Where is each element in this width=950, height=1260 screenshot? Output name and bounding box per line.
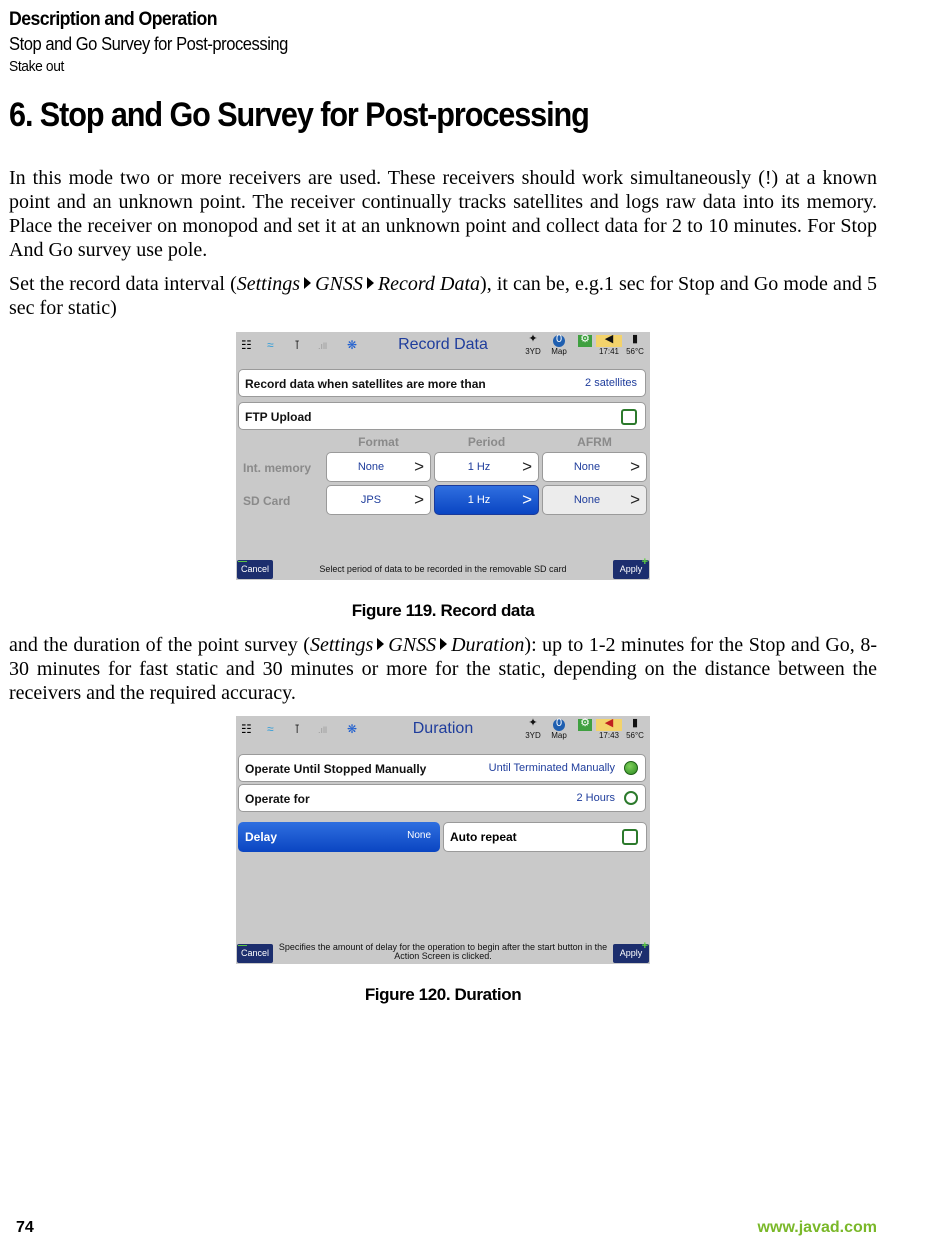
ftp-upload-row[interactable]: FTP Upload [238,402,646,430]
running-header-chapter: Stop and Go Survey for Post-processing [9,34,288,54]
row-label-int-memory: Int. memory [243,461,312,475]
satellite-threshold-value: 2 satellites [585,377,637,389]
path-arrow-icon [377,638,384,650]
signal-bars-icon: .ıll [318,341,327,351]
time-status: ◀ 17:41 [596,335,622,356]
temp-status: ▮ 56°C [622,719,648,740]
cancel-button[interactable]: — Cancel [237,944,273,963]
path-record-data: Record Data [377,273,481,295]
speaker-icon: ◀ [596,335,622,347]
path-settings: Settings [236,273,301,295]
para3-after: ): up to 1-2 minutes for the Stop and Go, 8-30 minutes for fast static and 30 minutes or more for the static, depending on the distance between the receivers and the required accuracy. [9,634,877,704]
column-period: Period [467,435,506,449]
battery-icon: ▮ [631,717,639,729]
path-gnss: GNSS [388,634,437,656]
temp-status: ▮ 56°C [622,335,648,356]
auto-repeat-checkbox[interactable] [622,829,638,845]
chevron-right-icon: > [630,457,640,476]
operate-for-row[interactable]: Operate for 2 Hours [238,784,646,812]
operate-until-stopped-value: Until Terminated Manually [488,762,615,774]
row-label-sd-card: SD Card [243,494,291,508]
delay-button[interactable]: Delay None [238,822,440,852]
settings-status[interactable] [572,719,598,731]
page-title: 6. Stop and Go Survey for Post-processing [9,96,589,134]
map-icon: 0 [553,719,565,731]
int-memory-afrm[interactable]: None > [542,452,647,482]
sd-card-afrm[interactable]: None > [542,485,647,515]
chevron-right-icon: > [522,457,532,476]
path-settings: Settings [309,634,374,656]
intro-paragraph: In this mode two or more receivers are used. These receivers should work simultaneously (!) at a known point and an unknown point. The receiver continually tracks satellites and logs raw data into its memory. Place the receiver on monopod and set it at an unknown point and collect data for 2 to 10 minutes. For Stop And Go survey use pole. [9,167,877,261]
wifi-icon: ≈ [267,722,274,736]
bluetooth-icon: ❋ [347,338,358,352]
map-status[interactable]: 0 Map [551,717,567,740]
page-number: 74 [16,1219,34,1236]
duration-paragraph [9,633,877,705]
int-memory-period[interactable]: 1 Hz > [434,452,539,482]
map-icon: 0 [553,335,565,347]
gear-icon: ⚙ [578,719,592,731]
running-header-subsection: Stake out [9,58,64,75]
map-status[interactable]: 0 Map [551,333,567,356]
operate-for-radio[interactable] [624,791,638,805]
record-data-screen [236,332,650,580]
path-duration: Duration [451,634,525,656]
operate-until-stopped-row[interactable]: Operate Until Stopped Manually Until Terminated Manually [238,754,646,782]
operate-until-stopped-radio[interactable] [624,761,638,775]
screen-title: Record Data [398,336,488,353]
chevron-right-icon: > [414,490,424,509]
antenna-icon: ⊺ [294,722,301,736]
website-link[interactable]: www.javad.com [757,1219,877,1236]
antenna-icon: ⊺ [294,338,301,352]
path-arrow-icon [440,638,447,650]
ftp-upload-checkbox[interactable] [621,409,637,425]
chevron-right-icon: > [522,490,532,509]
network-icon: ☷ [241,338,252,352]
chevron-right-icon: > [414,457,424,476]
hint-text: Specifies the amount of delay for the operation to begin after the start button in the Action Screen is clicked. [278,942,608,961]
signal-bars-icon: .ıll [318,725,327,735]
speaker-muted-icon: ◀ [596,719,622,731]
gear-icon: ⚙ [578,335,592,347]
settings-status[interactable] [572,335,598,347]
figure-119-caption: Figure 119. Record data [351,601,535,620]
duration-screen [236,716,650,964]
para2-before: Set the record data interval ( [9,273,237,295]
satellite-icon: ✦ [528,717,538,729]
satellite-status[interactable]: ✦ 3YD [520,719,546,740]
figure-120-caption: Figure 120. Duration [364,985,522,1004]
sd-card-format[interactable]: JPS > [326,485,431,515]
hint-text: Select period of data to be recorded in the removable SD card [319,564,567,574]
satellite-icon: ✦ [528,333,538,345]
apply-button[interactable]: Apply + [613,560,649,579]
wifi-icon: ≈ [267,338,274,352]
path-arrow-icon [304,277,311,289]
battery-icon: ▮ [631,333,639,345]
time-status: ◀ 17:43 [596,719,622,740]
chevron-right-icon: > [630,490,640,509]
screen-title: Duration [412,720,474,737]
para2-after: ), it can be, e.g.1 sec for Stop and Go mode and 5 sec for static) [9,273,877,319]
int-memory-format[interactable]: None > [326,452,431,482]
delay-value: None [407,830,431,841]
sd-card-period[interactable]: 1 Hz > [434,485,539,515]
cancel-button[interactable]: — Cancel [237,560,273,579]
apply-button[interactable]: Apply + [613,944,649,963]
operate-for-value: 2 Hours [576,792,615,804]
para3-before: and the duration of the point survey ( [9,634,310,656]
status-bar [236,332,650,364]
bluetooth-icon: ❋ [347,722,358,736]
path-arrow-icon [367,277,374,289]
column-format: Format [358,435,399,449]
record-interval-paragraph [9,272,877,320]
network-icon: ☷ [241,722,252,736]
column-afrm: AFRM [577,435,612,449]
satellite-status[interactable]: ✦ 3YD [520,335,546,356]
auto-repeat-row[interactable]: Auto repeat [443,822,647,852]
status-bar [236,716,650,748]
path-gnss: GNSS [315,273,363,295]
running-header-section: Description and Operation [9,9,217,30]
record-threshold-row[interactable]: Record data when satellites are more than 2 satellites [238,369,646,397]
